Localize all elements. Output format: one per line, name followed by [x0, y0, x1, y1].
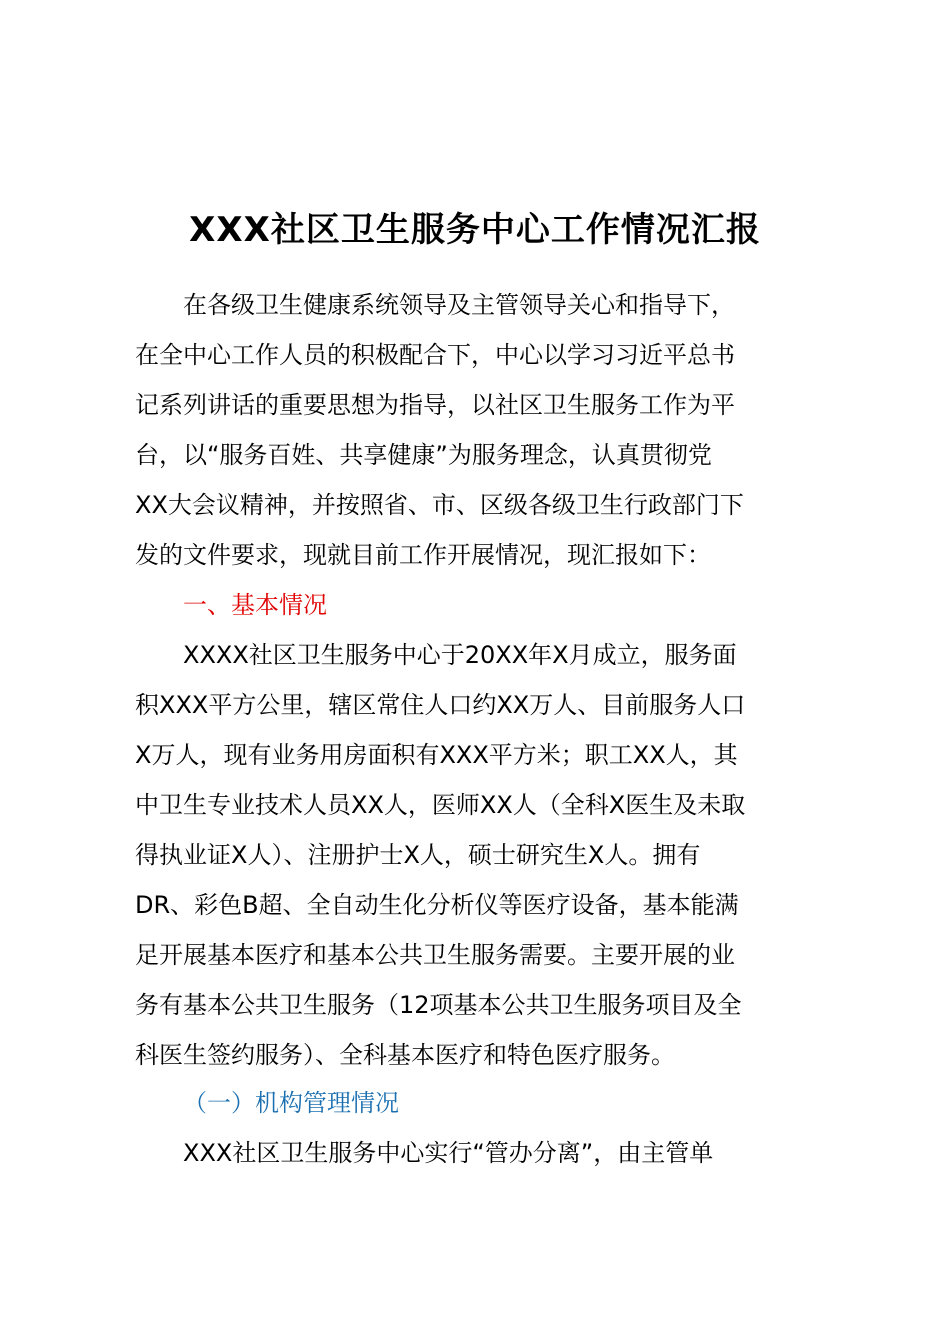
document-title: XXX社区卫生服务中心工作情况汇报 [189, 210, 761, 250]
text-line: 在全中心工作人员的积极配合下，中心以学习习近平总书 [135, 341, 735, 369]
text-line: DR、彩色B超、全自动生化分析仪等医疗设备，基本能满 [135, 891, 739, 919]
section-heading-basic-info: 一、基本情况 [183, 591, 327, 619]
basic-info-paragraph [135, 630, 841, 1080]
text-line: 台，以“服务百姓、共享健康”为服务理念，认真贯彻党 [135, 441, 712, 469]
text-line: 得执业证X人）、注册护士X人，硕士研究生X人。拥有 [135, 841, 701, 869]
text-line: 积XXX平方公里，辖区常住人口约XX万人、目前服务人口 [135, 691, 746, 719]
text-line: XX大会议精神，并按照省、市、区级各级卫生行政部门下 [135, 491, 744, 519]
text-line: XXXX社区卫生服务中心于20XX年X月成立，服务面 [183, 641, 737, 669]
text-line: X万人，现有业务用房面积有XXX平方米；职工XX人，其 [135, 741, 738, 769]
text-line: XXX社区卫生服务中心实行“管办分离”，由主管单 [183, 1139, 714, 1167]
text-line: 科医生签约服务）、全科基本医疗和特色医疗服务。 [135, 1041, 675, 1069]
text-line: 务有基本公共卫生服务（12项基本公共卫生服务项目及全 [135, 991, 742, 1019]
text-line: 记系列讲话的重要思想为指导，以社区卫生服务工作为平 [135, 391, 735, 419]
intro-paragraph [135, 280, 841, 580]
text-line: 足开展基本医疗和基本公共卫生服务需要。主要开展的业 [135, 941, 735, 969]
subsection-heading-management: （一）机构管理情况 [183, 1089, 399, 1117]
text-line: 发的文件要求，现就目前工作开展情况，现汇报如下： [135, 541, 711, 569]
text-line: 在各级卫生健康系统领导及主管领导关心和指导下， [183, 291, 735, 319]
management-paragraph [135, 1128, 841, 1178]
text-line: 中卫生专业技术人员XX人，医师XX人（全科X医生及未取 [135, 791, 746, 819]
